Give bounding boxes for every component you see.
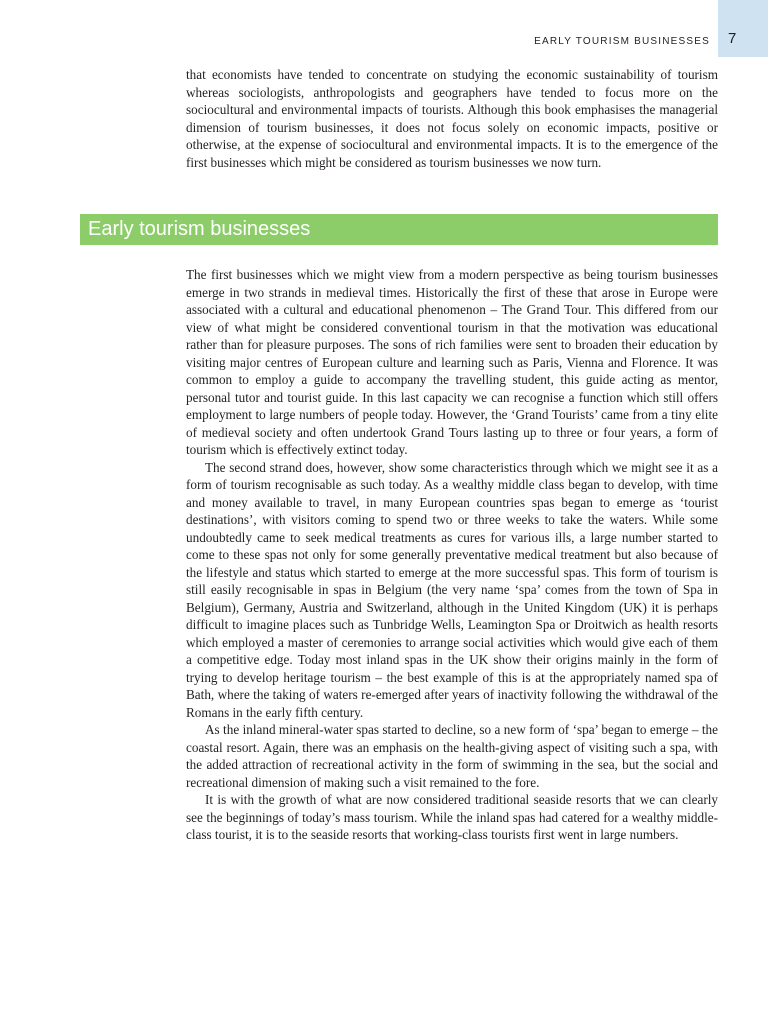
body-paragraph-3: As the inland mineral-water spas started to decline, so a new form of ‘spa’ began to emerge – the coastal resort. Again, there was an emphasis on the health-giving aspect of visiting such a spa, with the added attraction of recreational activity in the form of swimming in the sea, but the social and recreational dimension of making such a visit remained to the fore. (186, 722, 718, 790)
intro-text (186, 66, 718, 171)
section-body (186, 266, 718, 844)
running-head: EARLY TOURISM BUSINESSES (534, 36, 710, 47)
body-paragraph-1: The first businesses which we might view from a modern perspective as being tourism businesses emerge in two strands in medieval times. Historically the first of these that arose in Europe were associated with a cultural and educational phenomenon – The Grand Tour. This differed from our view of what might be considered conventional tourism in that the motivation was educational rather than for pleasure purposes. The sons of rich families were sent to broaden their education by visiting major centres of European culture and learning such as Paris, Vienna and Florence. It was common to employ a guide to accompany the travelling student, this guide acting as mentor, personal tutor and tourist guide. In this last capacity we can recognise a function which still offers employment to large numbers of people today. However, the ‘Grand Tourists’ came from a tiny elite of medieval society and often undertook Grand Tours lasting up to three or four years, a form of tourism which is effectively extinct today. (186, 267, 718, 457)
intro-paragraph: that economists have tended to concentrate on studying the economic sustainability of tourism whereas sociologists, anthropologists and geographers have tended to focus more on the sociocultural and environmental impacts of tourists. Although this book emphasises the managerial dimension of tourism businesses, it does not focus solely on economic impacts, positive or otherwise, at the expense of sociocultural and environmental impacts. It is to the emergence of the first businesses which might be considered as tourism businesses we now turn. (186, 67, 718, 170)
section-heading: Early tourism businesses (88, 218, 311, 240)
section-heading-band (80, 214, 718, 245)
body-paragraph-4: It is with the growth of what are now considered traditional seaside resorts that we can clearly see the beginnings of today’s mass tourism. While the inland spas had catered for a wealthy middle-class tourist, it is to the seaside resorts that working-class tourists first went in large numbers. (186, 792, 718, 842)
page-number: 7 (728, 30, 737, 47)
body-paragraph-2: The second strand does, however, show some characteristics through which we might see it as a form of tourism recognisable as such today. As a wealthy middle class began to develop, with time and money available to travel, in many European countries spas began to emerge as ‘tourist destinations’, with visitors coming to spend two or three weeks to take the waters. While some undoubtedly came to seek medical treatments as cures for various ills, a large number started to come to these spas not only for some generally preventative medical treatment but also because of the lifestyle and status which started to emerge at the more successful spas. This form of tourism is still easily recognisable in spas in Belgium (the very name ‘spa’ comes from the town of Spa in Belgium), Germany, Austria and Switzerland, although in the United Kingdom (UK) it is perhaps difficult to imagine places such as Tunbridge Wells, Leamington Spa or Droitwich as health resorts which employed a master of ceremonies to arrange social activities which would give each of them a competitive edge. Today most inland spas in the UK show their origins mainly in the form of trying to develop heritage tourism – the best example of this is at the appropriately named spa of Bath, where the taking of waters re-emerged after years of inactivity following the withdrawal of the Romans in the early fifth century. (186, 459, 718, 720)
page-number-tab (718, 0, 768, 57)
